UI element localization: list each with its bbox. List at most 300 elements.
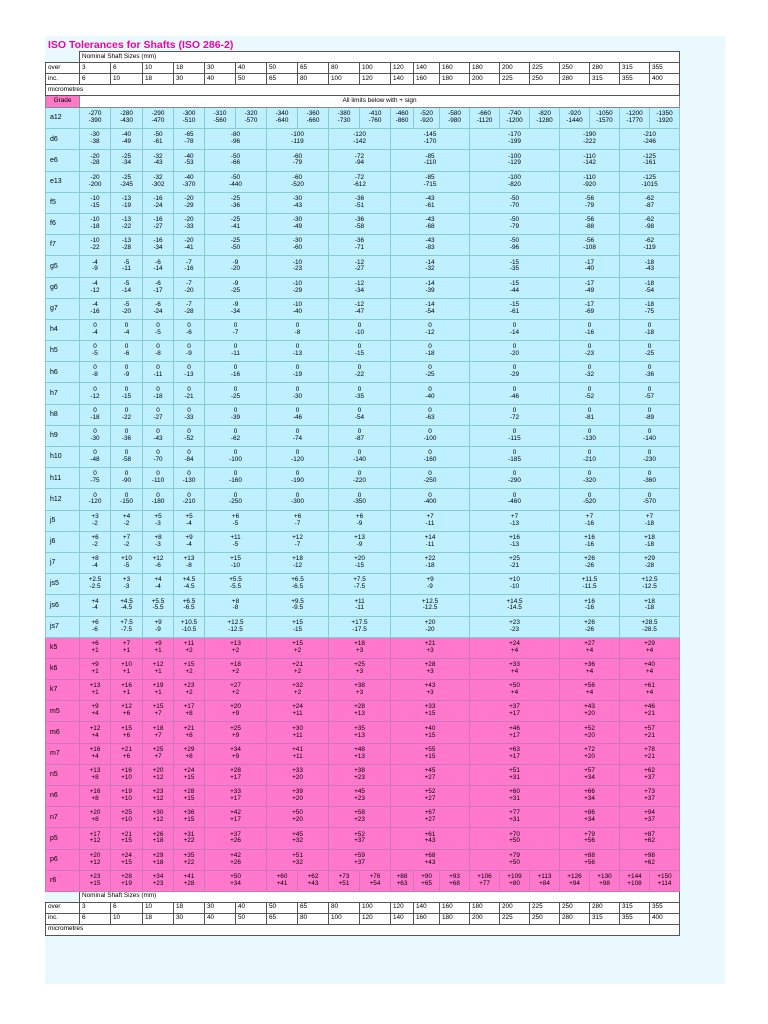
lower-limit: -9.5	[291, 604, 303, 612]
upper-limit: +20	[89, 851, 101, 859]
tolerance-cell	[470, 658, 560, 679]
lower-limit: +37	[354, 837, 365, 845]
table-row	[46, 213, 680, 234]
tolerance-cell	[391, 341, 470, 362]
upper-limit: -9	[232, 258, 239, 266]
upper-limit: 0	[124, 385, 129, 393]
lower-limit: +15	[183, 773, 195, 781]
tolerance-cell	[80, 150, 111, 171]
over-size: 30	[205, 63, 236, 74]
tolerance-cell	[391, 786, 470, 807]
tolerance-cell	[143, 595, 174, 616]
upper-limit: -4	[92, 300, 98, 308]
lower-limit: -70	[153, 456, 163, 464]
tolerance-cell	[111, 319, 143, 340]
tolerance-cell	[329, 510, 391, 531]
lower-limit: +32	[292, 858, 303, 866]
lower-limit: -142	[583, 159, 596, 167]
tolerance-cell	[470, 341, 560, 362]
lower-limit: -16	[584, 540, 595, 548]
table-row	[46, 786, 680, 807]
upper-limit: -14	[425, 300, 435, 308]
lower-limit: +8	[91, 795, 99, 803]
upper-limit: 0	[124, 449, 129, 457]
lower-limit: -4	[186, 540, 192, 548]
upper-limit: -80	[230, 131, 241, 139]
tolerance-table	[45, 51, 680, 936]
upper-limit: 0	[428, 322, 432, 330]
upper-limit: +9	[91, 661, 99, 669]
upper-limit: -10	[292, 258, 303, 266]
inc-size: 50	[236, 913, 267, 924]
upper-limit: +9	[185, 533, 193, 541]
inc-size: 100	[329, 913, 360, 924]
tolerance-cell	[111, 616, 143, 637]
lower-limit: -7	[294, 540, 301, 548]
upper-limit: +26	[584, 618, 595, 626]
inc-size: 80	[298, 74, 329, 85]
table-row	[46, 129, 680, 150]
tolerance-cell	[470, 192, 560, 213]
tolerance-cell	[620, 658, 680, 679]
lower-limit: -3	[123, 583, 130, 591]
lower-limit: +19	[121, 879, 132, 887]
tolerance-cell	[267, 341, 329, 362]
grade-cell: f5	[46, 192, 80, 213]
tolerance-cell	[143, 701, 174, 722]
upper-limit: +34	[230, 745, 241, 753]
lower-limit: -61	[153, 138, 163, 146]
over-label: over	[46, 902, 80, 913]
upper-limit: +144	[627, 872, 642, 880]
grade-cell: js5	[46, 574, 80, 595]
lower-limit: -53	[184, 159, 194, 167]
upper-limit: 0	[295, 343, 300, 351]
lower-limit: +2	[293, 689, 302, 697]
tolerance-cell	[267, 828, 329, 849]
lower-limit: -199	[508, 138, 521, 146]
tolerance-cell	[111, 425, 143, 446]
upper-limit: +23	[509, 618, 520, 626]
lower-limit: -28	[184, 307, 194, 315]
tolerance-cell	[205, 362, 267, 383]
grade-cell: n5	[46, 764, 80, 785]
header-inc-row-bottom	[46, 913, 680, 924]
tolerance-cell	[500, 108, 530, 129]
upper-limit: -7	[186, 279, 192, 287]
upper-limit: +48	[354, 745, 365, 753]
lower-limit: -1770	[626, 117, 643, 125]
inc-size: 160	[414, 74, 440, 85]
upper-limit: +86	[584, 809, 595, 817]
tolerance-cell	[111, 383, 143, 404]
tolerance-cell	[560, 616, 620, 637]
tolerance-cell	[174, 489, 205, 510]
upper-limit: -17	[584, 300, 595, 308]
lower-limit: -23	[292, 265, 303, 273]
lower-limit: -28.5	[642, 625, 657, 633]
tolerance-cell	[143, 574, 174, 595]
tolerance-cell	[143, 192, 174, 213]
lower-limit: -160	[423, 456, 437, 464]
inc-size: 40	[205, 74, 236, 85]
upper-limit: +4	[154, 576, 162, 584]
tolerance-cell	[174, 743, 205, 764]
tolerance-cell	[391, 150, 470, 171]
upper-limit: +15	[230, 555, 241, 563]
lower-limit: -660	[306, 117, 320, 125]
tolerance-cell	[620, 870, 650, 891]
tolerance-cell	[205, 192, 267, 213]
upper-limit: 0	[587, 364, 592, 372]
tolerance-cell	[391, 574, 470, 595]
over-label: over	[46, 63, 80, 74]
upper-limit: +13	[89, 767, 101, 774]
upper-limit: +18	[230, 661, 241, 669]
upper-limit: +56	[584, 682, 595, 690]
upper-limit: +15	[183, 661, 195, 669]
lower-limit: -2	[123, 519, 130, 527]
upper-limit: +23	[89, 872, 101, 880]
upper-limit: -410	[368, 110, 382, 118]
lower-limit: -4	[92, 562, 98, 570]
tolerance-cell	[391, 680, 470, 701]
tolerance-cell	[80, 298, 111, 319]
lower-limit: -11	[425, 540, 435, 548]
upper-limit: 0	[187, 322, 191, 330]
tolerance-cell	[560, 743, 620, 764]
lower-limit: -79	[584, 201, 595, 209]
tolerance-cell	[267, 552, 329, 573]
inc-size: 100	[329, 74, 360, 85]
tolerance-cell	[267, 425, 329, 446]
upper-limit: +11	[183, 639, 195, 647]
over-size: 250	[560, 902, 590, 913]
upper-limit: +52	[424, 788, 436, 796]
tolerance-cell	[174, 786, 205, 807]
lower-limit: -860	[395, 117, 409, 125]
upper-limit: -30	[292, 194, 303, 202]
upper-limit: 0	[295, 428, 300, 435]
lower-limit: -115	[508, 434, 521, 442]
tolerance-cell	[80, 341, 111, 362]
lower-limit: +3	[426, 689, 434, 697]
tolerance-cell	[174, 828, 205, 849]
upper-limit: +21	[121, 745, 132, 753]
lower-limit: -245	[120, 180, 133, 188]
tolerance-cell	[205, 404, 267, 425]
tolerance-cell	[143, 828, 174, 849]
upper-limit: -310	[213, 110, 227, 118]
lower-limit: -13	[292, 350, 303, 358]
inc-size: 30	[174, 74, 205, 85]
tolerance-cell	[143, 341, 174, 362]
tolerance-cell	[391, 171, 470, 192]
lower-limit: +17	[509, 752, 520, 760]
upper-limit: +28	[121, 872, 132, 880]
tolerance-cell	[620, 362, 680, 383]
table-row	[46, 595, 680, 616]
tolerance-cell	[329, 680, 391, 701]
upper-limit: -50	[230, 173, 241, 181]
lower-limit: -7.5	[353, 583, 365, 591]
upper-limit: 0	[428, 449, 432, 457]
upper-limit: +9.5	[291, 597, 304, 605]
tolerance-cell	[111, 531, 143, 552]
lower-limit: -640	[275, 117, 289, 125]
lower-limit: +12	[152, 795, 164, 803]
lower-limit: -1440	[566, 117, 583, 125]
upper-limit: -740	[508, 110, 521, 118]
inc-size: 120	[360, 913, 391, 924]
upper-limit: +50	[292, 809, 303, 817]
tolerance-cell	[560, 362, 620, 383]
lower-limit: -10	[354, 328, 365, 336]
inc-size: 225	[500, 74, 530, 85]
lower-limit: -40	[425, 392, 435, 400]
lower-limit: +56	[584, 837, 595, 845]
tolerance-cell	[620, 531, 680, 552]
lower-limit: -520	[583, 498, 596, 506]
upper-limit: +12	[152, 661, 164, 669]
lower-limit: -34	[354, 286, 365, 294]
lower-limit: -185	[508, 456, 521, 464]
inc-label: inc.	[46, 74, 80, 85]
tolerance-cell	[205, 383, 267, 404]
upper-limit: +26	[584, 555, 595, 563]
lower-limit: +4	[645, 667, 654, 675]
tolerance-cell	[143, 870, 174, 891]
upper-limit: 0	[187, 470, 191, 478]
lower-limit: -48	[90, 456, 100, 464]
over-size: 280	[590, 63, 620, 74]
lower-limit: +2	[231, 667, 240, 675]
tolerance-cell	[560, 319, 620, 340]
lower-limit: +80	[509, 879, 520, 887]
upper-limit: +6.5	[291, 576, 304, 584]
upper-limit: +8	[154, 533, 162, 541]
lower-limit: +27	[424, 795, 436, 803]
grade-cell: e6	[46, 150, 80, 171]
tolerance-cell	[80, 786, 111, 807]
table-row	[46, 277, 680, 298]
upper-limit: +37	[509, 703, 520, 711]
lower-limit: +68	[449, 879, 460, 887]
lower-limit: -8	[294, 328, 301, 336]
lower-limit: +11	[292, 752, 303, 760]
inc-size: 200	[470, 913, 500, 924]
upper-limit: +70	[509, 830, 520, 838]
tolerance-cell	[329, 637, 391, 658]
tolerance-cell	[470, 637, 560, 658]
upper-limit: +55	[424, 745, 436, 753]
tolerance-cell	[391, 510, 470, 531]
tolerance-cell	[205, 658, 267, 679]
tolerance-cell	[143, 531, 174, 552]
upper-limit: +90	[421, 872, 432, 880]
tolerance-cell	[267, 849, 329, 870]
inc-size: 65	[267, 913, 298, 924]
upper-limit: 0	[512, 343, 517, 351]
upper-limit: +19	[152, 682, 164, 690]
upper-limit: -190	[583, 131, 596, 139]
tolerance-cell	[329, 828, 391, 849]
upper-limit: +59	[354, 851, 365, 859]
tolerance-cell	[143, 256, 174, 277]
over-size: 140	[414, 63, 440, 74]
tolerance-cell	[440, 108, 470, 129]
tolerance-cell	[391, 658, 470, 679]
over-size: 160	[440, 902, 470, 913]
lower-limit: -32	[584, 371, 595, 379]
lower-limit: -18	[644, 328, 655, 336]
upper-limit: 0	[295, 364, 300, 372]
upper-limit: 0	[295, 406, 300, 414]
tolerance-cell	[470, 764, 560, 785]
tolerance-cell	[470, 849, 560, 870]
upper-limit: 0	[124, 406, 129, 414]
tolerance-cell	[620, 277, 680, 298]
lower-limit: +31	[509, 773, 520, 781]
over-size: 3	[80, 902, 111, 913]
lower-limit: +2	[293, 667, 302, 675]
lower-limit: -5.5	[229, 583, 241, 591]
lower-limit: -11	[425, 519, 435, 527]
upper-limit: -20	[184, 237, 194, 245]
table-row	[46, 383, 680, 404]
tolerance-cell	[500, 870, 530, 891]
tolerance-cell	[267, 531, 329, 552]
tolerance-cell	[470, 404, 560, 425]
inc-size: 6	[80, 74, 111, 85]
upper-limit: -5	[123, 258, 130, 266]
lower-limit: +20	[584, 752, 595, 760]
over-size: 315	[620, 902, 650, 913]
tolerance-cell	[329, 425, 391, 446]
lower-limit: -96	[509, 244, 520, 252]
grade-row	[46, 96, 680, 108]
lower-limit: -520	[291, 180, 304, 188]
lower-limit: +84	[539, 879, 550, 887]
tolerance-cell	[143, 552, 174, 573]
tolerance-cell	[80, 362, 111, 383]
upper-limit: 0	[357, 491, 362, 499]
over-size: 180	[470, 902, 500, 913]
tolerance-cell	[267, 637, 329, 658]
tolerance-cell	[174, 404, 205, 425]
upper-limit: +42	[230, 809, 241, 817]
tolerance-cell	[329, 468, 391, 489]
tolerance-cell	[329, 235, 391, 256]
upper-limit: -125	[643, 173, 656, 181]
tolerance-cell	[470, 616, 560, 637]
upper-limit: 0	[295, 385, 300, 393]
inc-size: 18	[143, 913, 174, 924]
upper-limit: 0	[357, 449, 362, 457]
tolerance-cell	[391, 722, 470, 743]
tolerance-cell	[360, 108, 391, 129]
grade-info: All limits below with + sign	[80, 96, 680, 108]
lower-limit: +8	[91, 773, 99, 781]
tolerance-cell	[391, 256, 470, 277]
upper-limit: 0	[93, 385, 97, 393]
tolerance-cell	[329, 807, 391, 828]
lower-limit: -29	[292, 286, 303, 294]
lower-limit: -350	[353, 498, 366, 506]
table-row	[46, 637, 680, 658]
tolerance-cell	[391, 552, 470, 573]
tolerance-cell	[111, 298, 143, 319]
lower-limit: -12	[90, 392, 100, 400]
lower-limit: -6	[186, 328, 192, 336]
lower-limit: +20	[584, 731, 595, 739]
over-size: 200	[500, 902, 530, 913]
upper-limit: 0	[587, 449, 592, 457]
upper-limit: 0	[187, 406, 191, 414]
upper-limit: -14	[425, 279, 435, 287]
upper-limit: 0	[295, 470, 300, 478]
lower-limit: -12.5	[422, 604, 438, 612]
tolerance-cell	[205, 489, 267, 510]
tolerance-cell	[470, 129, 560, 150]
upper-limit: 0	[233, 428, 238, 435]
lower-limit: +20	[292, 816, 303, 824]
lower-limit: -3	[155, 540, 161, 548]
lower-limit: +51	[338, 879, 350, 887]
upper-limit: +5	[185, 512, 193, 520]
tolerance-cell	[143, 489, 174, 510]
lower-limit: -38	[90, 138, 100, 146]
grade-cell: h6	[46, 362, 80, 383]
upper-limit: +28	[424, 661, 436, 669]
lower-limit: -222	[583, 138, 596, 146]
table-row	[46, 701, 680, 722]
table-row	[46, 828, 680, 849]
tolerance-cell	[267, 235, 329, 256]
tolerance-cell	[620, 680, 680, 701]
page-title: ISO Tolerances for Shafts (ISO 286-2)	[48, 39, 234, 51]
upper-limit: +50	[509, 682, 520, 690]
lower-limit: -119	[291, 138, 304, 146]
upper-limit: +10	[121, 661, 132, 669]
tolerance-cell	[620, 574, 680, 595]
tolerance-cell	[174, 616, 205, 637]
lower-limit: -50	[230, 244, 241, 252]
inc-size: 200	[470, 74, 500, 85]
lower-limit: -9	[356, 519, 363, 527]
tolerance-cell	[620, 447, 680, 468]
tolerance-cell	[205, 616, 267, 637]
lower-limit: +20	[584, 710, 595, 718]
lower-limit: +8	[185, 752, 193, 760]
lower-limit: -43	[153, 159, 163, 167]
upper-limit: +5.5	[229, 576, 242, 584]
upper-limit: -43	[425, 237, 435, 245]
lower-limit: -18	[644, 604, 655, 612]
upper-limit: +76	[369, 872, 381, 880]
tolerance-cell	[620, 489, 680, 510]
grade-cell: f7	[46, 235, 80, 256]
lower-limit: -47	[354, 307, 365, 315]
micrometres-row	[46, 85, 680, 96]
lower-limit: -110	[423, 159, 437, 167]
lower-limit: -90	[121, 477, 132, 485]
upper-limit: +3	[91, 512, 99, 520]
tolerance-cell	[111, 213, 143, 234]
tolerance-cell	[391, 425, 470, 446]
upper-limit: +7	[585, 512, 594, 520]
upper-limit: +150	[657, 872, 672, 880]
